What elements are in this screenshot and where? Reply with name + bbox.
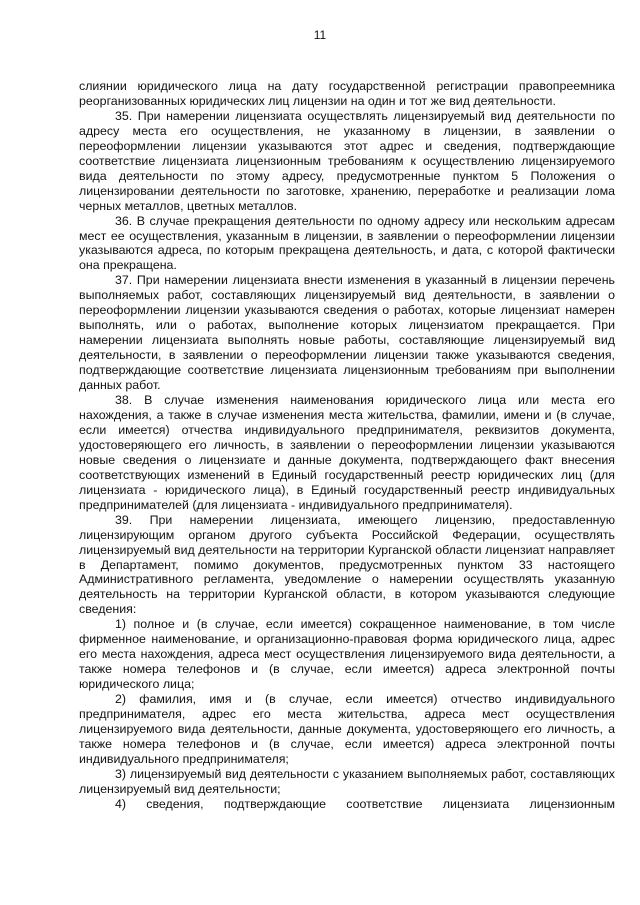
paragraph-36: 36. В случае прекращения деятельности по одному адресу или нескольким адресам мест ее осуществления, указанным в лицензии, в заявлении о переоформлении лицензии указываются адреса, по которым прекращена деятельность, и дата, с которой фактически она прекращена.	[79, 213, 615, 273]
document-body	[79, 79, 615, 812]
list-item-4: 4) сведения, подтверждающие соответствие лицензиата лицензионным	[115, 796, 615, 811]
paragraph-38: 38. В случае изменения наименования юридического лица или места его нахождения, а также в случае изменения места жительства, фамилии, имени и (в случае, если имеется) отчества индивидуального предпринимателя, реквизитов документа, удостоверяющего его личность, в заявлении о переоформлении лицензии указываются новые сведения о лицензиате и данные документа, подтверждающего факт внесения соответствующих изменений в Единый государственный реестр юридических лиц (для лицензиата - юридического лица), в Единый государственный реестр индивидуальных предпринимателей (для лицензиата - индивидуального предпринимателя).	[79, 393, 615, 512]
list-item-1: 1) полное и (в случае, если имеется) сокращенное наименование, в том числе фирменное наименование, и организационно-правовая форма юридического лица, адрес его места нахождения, адреса мест осуществления лицензируемого вида деятельности, а также номера телефонов и (в случае, если имеется) адреса электронной почты юридического лица;	[79, 617, 615, 692]
paragraph-35: 35. При намерении лицензиата осуществлять лицензируемый вид деятельности по адресу места его осуществления, не указанному в лицензии, в заявлении о переоформлении лицензии указываются этот адрес и сведения, подтверждающие соответствие лицензиата лицензионным требованиям к осуществлению лицензируемого вида деятельности по этому адресу, предусмотренные пунктом 5 Положения о лицензировании деятельности по заготовке, хранению, переработке и реализации лома черных металлов, цветных металлов.	[79, 108, 615, 213]
page-number: 11	[313, 28, 327, 42]
paragraph-39: 39. При намерении лицензиата, имеющего лицензию, предоставленную лицензирующим органом другого субъекта Российской Федерации, осуществлять лицензируемый вид деятельности на территории Курганской области лицензиат направляет в Департамент, помимо документов, предусмотренных пунктом 33 настоящего Административного регламента, уведомление о намерении осуществлять указанную деятельность на территории Курганской области, в котором указываются следующие сведения:	[79, 512, 615, 617]
paragraph-37: 37. При намерении лицензиата внести изменения в указанный в лицензии перечень выполняемых работ, составляющих лицензируемый вид деятельности, в заявлении о переоформлении лицензии указываются сведения о работах, которые лицензиат намерен выполнять, или о работах, выполнение которых лицензиатом прекращается. При намерении лицензиата выполнять новые работы, составляющие лицензируемый вид деятельности, в заявлении о переоформлении лицензии также указываются сведения, подтверждающие соответствие лицензиата лицензионным требованиям при выполнении данных работ.	[79, 273, 615, 393]
paragraph-continuation: слиянии юридического лица на дату государственной регистрации правопреемника реорганизованных юридических лиц лицензии на один и тот же вид деятельности.	[79, 79, 615, 108]
list-item-2: 2) фамилия, имя и (в случае, если имеется) отчество индивидуального предпринимателя, адрес его места жительства, адреса мест осуществления лицензируемого вида деятельности, данные документа, удостоверяющего его личность, а также номера телефонов и (в случае, если имеется) адреса электронной почты индивидуального предпринимателя;	[79, 692, 615, 766]
list-item-3: 3) лицензируемый вид деятельности с указанием выполняемых работ, составляющих лицензируемый вид деятельности;	[79, 766, 615, 796]
